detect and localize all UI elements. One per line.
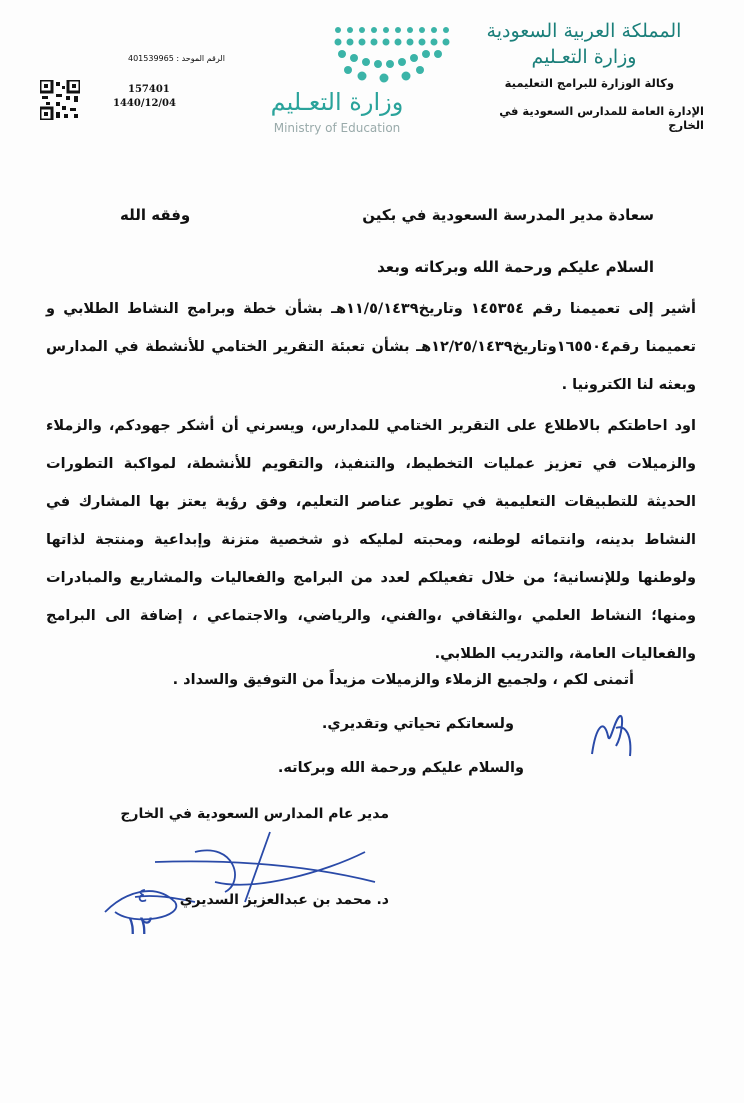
initials-signature-icon bbox=[586, 706, 638, 762]
kingdom-name: المملكة العربية السعودية bbox=[486, 20, 682, 42]
letterhead-right bbox=[464, 18, 704, 132]
closing-regards: ولسعاتكم تحياتي وتقديري. bbox=[321, 716, 514, 732]
handwritten-signature-icon bbox=[95, 822, 395, 942]
salutation: سعادة مدير المدرسة السعودية في بكين bbox=[362, 206, 654, 224]
svg-text:١٢: ١٢ bbox=[125, 911, 153, 941]
signatory-title: مدير عام المدارس السعودية في الخارج bbox=[120, 806, 389, 822]
logo-arabic-text: وزارة التعـليم bbox=[270, 88, 404, 116]
greeting: السلام عليكم ورحمة الله وبركاته وبعد bbox=[377, 258, 654, 276]
ministry-name: وزارة التعـليم bbox=[531, 46, 637, 68]
paragraph-2: اود احاطتكم بالاطلاع على التقرير الختامي للمدارس، ويسرني أن أشكر جهودكم، والزملاء والزميلات في تعزيز عمليات التخطيط، والتنفيذ، والتقويم للأنشطة، لمواكبة التطورات الحديثة للتطبيقات التعليمية في تطوير عناصر التعليم، وفق رؤية يعتز بها المشارك في النشاط بدينه، وانتمائه لوطنه، ومحبته لمليكه ذو شخصية متزنة وإبداعية ومنتجة لذاتها ولوطنها وللإنسانية؛ من خلال تفعيلكم لعدد من البرامج والفعاليات والمشاريع والمبادرات ومنها؛ النشاط العلمي ،والثقافي ،والفني، والرياضي، والاجتماعي ، إضافة الى البرامج والفعاليات العامة، والتدريب الطلابي. bbox=[46, 418, 696, 662]
administration-name: الإدارة العامة للمدارس السعودية في الخارج bbox=[499, 104, 704, 132]
reference-number: 157401 bbox=[128, 84, 170, 95]
agency-name: وكالة الوزارة للبرامج التعليمية bbox=[504, 76, 674, 90]
unified-number: الرقم الموحد : 401539965 bbox=[128, 54, 225, 63]
signatory-name: د. محمد بن عبدالعزيز السديري bbox=[179, 892, 389, 908]
logo-english-text: Ministry of Education bbox=[273, 121, 401, 135]
paragraph-1: أشير إلى تعميمنا رقم ١٤٥٣٥٤ وتاريخ١١/٥/١٤٣٩هـ بشأن خطة وبرامج النشاط الطلابي و تعميمنا رقم١٦٥٥٠٤وتاريخ١٢/٢٥/١٤٣٩هـ بشأن تعبئة التقرير الختامي للأنشطة في المدارس وبعثه لنا الكترونيا . bbox=[46, 301, 696, 393]
may-god-bless: وفقه الله bbox=[120, 206, 191, 224]
reference-date: 1440/12/04 bbox=[113, 98, 176, 109]
qr-code-icon bbox=[40, 80, 80, 120]
svg-text:٤: ٤ bbox=[137, 883, 148, 907]
closing-peace: والسلام عليكم ورحمة الله وبركاته. bbox=[277, 760, 524, 776]
closing-wish: أتمنى لكم ، ولجميع الزملاء والزميلات مزيداً من التوفيق والسداد . bbox=[172, 672, 634, 688]
